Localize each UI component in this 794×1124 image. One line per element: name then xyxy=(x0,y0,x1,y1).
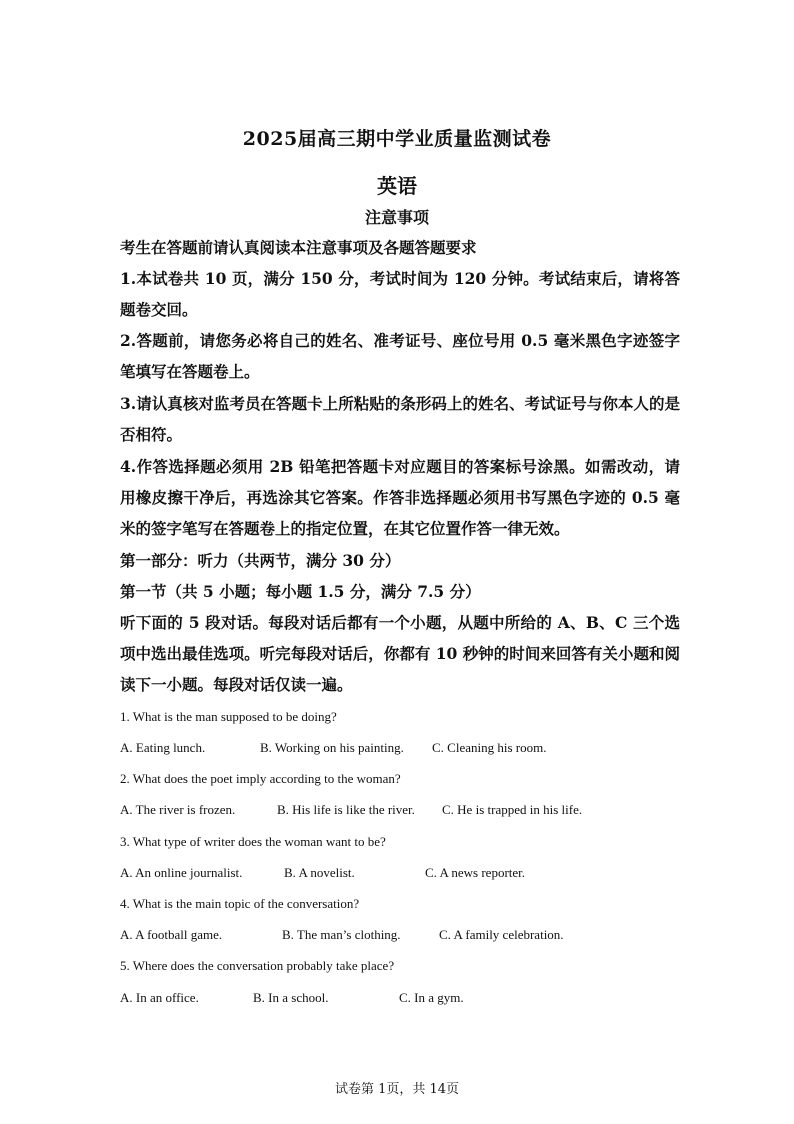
subject-title: 英语 xyxy=(377,174,417,198)
question-4-text: 4. What is the main topic of the conversation? xyxy=(120,896,360,911)
question-2-option-c: C. He is trapped in his life. xyxy=(442,802,583,817)
question-2-text: 2. What does the poet imply according to the woman? xyxy=(120,771,401,786)
subsection-heading: 第一节（共 5 小题；每小题 1.5 分，满分 7.5 分） xyxy=(120,582,481,601)
question-3-option-a: A. An online journalist. xyxy=(120,865,243,880)
question-3-option-b: B. A novelist. xyxy=(284,865,355,880)
part-heading: 第一部分：听力（共两节，满分 30 分） xyxy=(120,551,401,570)
question-2-option-b: B. His life is like the river. xyxy=(277,802,415,817)
question-1-option-c: C. Cleaning his room. xyxy=(432,740,547,755)
question-3-text: 3. What type of writer does the woman want to be? xyxy=(120,834,386,849)
question-4-option-a: A. A football game. xyxy=(120,927,223,942)
question-1-option-a: A. Eating lunch. xyxy=(120,740,206,755)
listening-directions: 听下面的 5 段对话。每段对话后都有一个小题，从题中所给的 A、B、C 三个选项中选出最佳选项。听完每段对话后，你都有 10 秒钟的时间来回答有关小题和阅读下一小题。每段对话仅读一遍。 xyxy=(120,613,680,694)
question-3-option-c: C. A news reporter. xyxy=(425,865,526,880)
instruction-item-4: 4.作答选择题必须用 2B 铅笔把答题卡对应题目的答案标号涂黑。如需改动，请用橡皮擦干净后，再选涂其它答案。作答非选择题必须用书写黑色字迹的 0.5 毫米的签字笔写在答题卷上的指定位置，在其它位置作答一律无效。 xyxy=(120,457,680,538)
question-5-option-c: C. In a gym. xyxy=(399,990,464,1005)
question-2-option-a: A. The river is frozen. xyxy=(120,802,236,817)
page-footer: 试卷第 1页，共 14页 xyxy=(334,1082,460,1097)
question-5-option-a: A. In an office. xyxy=(120,990,199,1005)
instruction-item-3: 3.请认真核对监考员在答题卡上所粘贴的条形码上的姓名、考试证号与你本人的是否相符。 xyxy=(120,394,680,444)
notice-heading: 注意事项 xyxy=(364,208,429,227)
question-1-text: 1. What is the man supposed to be doing? xyxy=(120,709,337,724)
question-1-option-b: B. Working on his painting. xyxy=(260,740,404,755)
instruction-item-2: 2.答题前，请您务必将自己的姓名、准考证号、座位号用 0.5 毫米黑色字迹签字笔填写在答题卷上。 xyxy=(120,331,680,381)
exam-title: 2025届高三期中学业质量监测试卷 xyxy=(242,128,552,150)
instruction-item-1: 1.本试卷共 10 页，满分 150 分，考试时间为 120 分钟。考试结束后，请将答题卷交回。 xyxy=(120,269,680,319)
question-4-option-b: B. The man’s clothing. xyxy=(282,927,401,942)
question-5-text: 5. Where does the conversation probably take place? xyxy=(120,958,395,973)
instructions-intro: 考生在答题前请认真阅读本注意事项及各题答题要求 xyxy=(120,238,477,257)
question-5-option-b: B. In a school. xyxy=(253,990,329,1005)
question-4-option-c: C. A family celebration. xyxy=(439,927,564,942)
